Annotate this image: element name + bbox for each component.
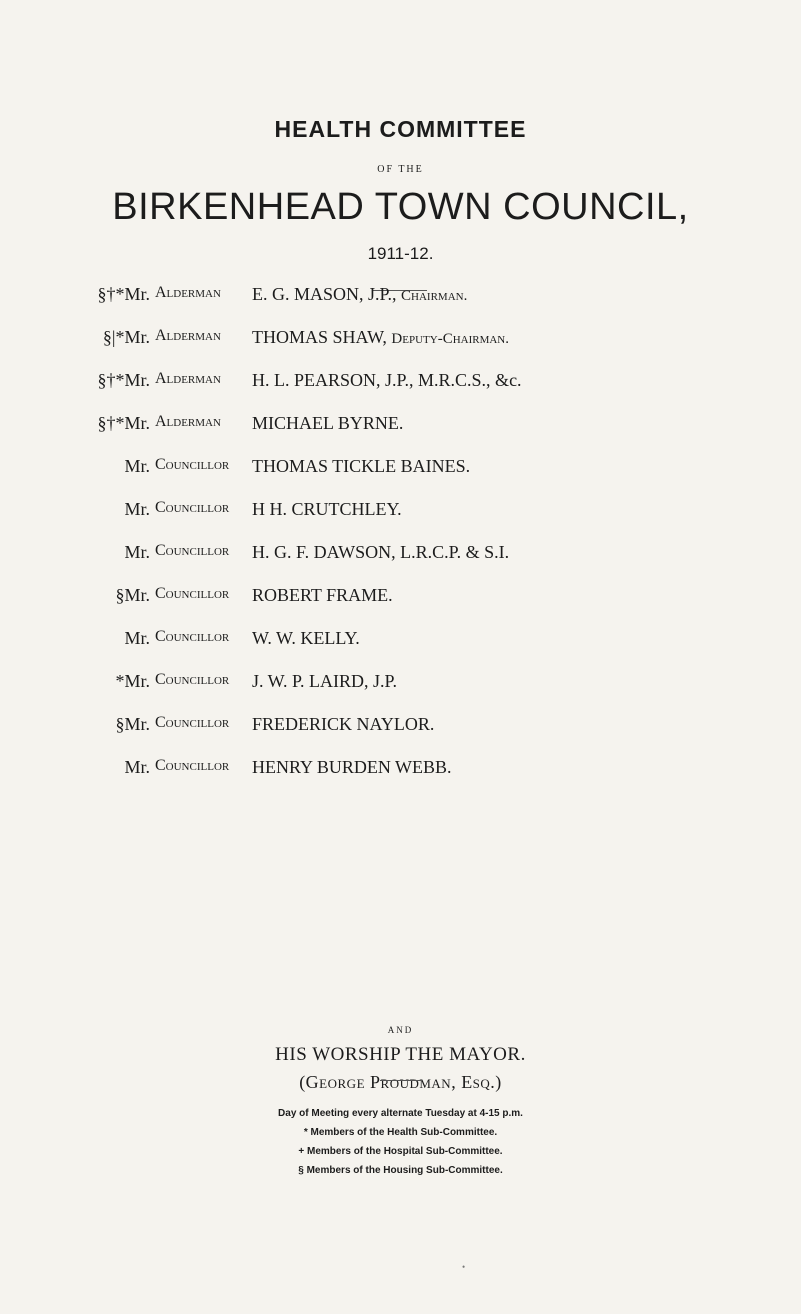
member-title: §†*Mr. (97, 413, 150, 433)
mayor-name: (George Proudman, Esq.) (299, 1072, 502, 1092)
member-name: ROBERT FRAME. (252, 585, 393, 605)
member-name: MICHAEL BYRNE. (252, 413, 404, 433)
member-rank: Councillor (155, 499, 230, 516)
member-rank: Alderman (155, 370, 221, 387)
print-mark: • (462, 1262, 466, 1272)
member-name: H. L. PEARSON, J.P., M.R.C.S., &c. (252, 370, 522, 390)
of-the-label: OF THE (377, 164, 424, 175)
member-rank: Alderman (155, 327, 221, 344)
footnote-housing: § Members of the Housing Sub-Committee. (298, 1165, 503, 1176)
member-rank: Alderman (155, 413, 221, 430)
member-rank: Councillor (155, 542, 230, 559)
member-rank: Alderman (155, 284, 221, 301)
member-row (0, 413, 801, 439)
meeting-note: Day of Meeting every alternate Tuesday at 4-15 p.m. (278, 1108, 523, 1119)
member-row (0, 499, 801, 525)
member-row (0, 327, 801, 353)
member-row (0, 671, 801, 697)
footnote-hospital: + Members of the Hospital Sub-Committee. (298, 1146, 503, 1157)
member-title: §Mr. (115, 585, 150, 605)
member-rank: Councillor (155, 757, 230, 774)
member-name: E. G. MASON, J.P., Chairman. (252, 284, 468, 304)
member-row (0, 370, 801, 396)
mayor-line: HIS WORSHIP THE MAYOR. (275, 1044, 526, 1065)
member-rank: Councillor (155, 585, 230, 602)
member-title: *Mr. (115, 671, 150, 691)
member-rank: Councillor (155, 628, 230, 645)
member-row (0, 714, 801, 740)
member-name: FREDERICK NAYLOR. (252, 714, 435, 734)
member-title: Mr. (124, 542, 150, 562)
member-row (0, 628, 801, 654)
member-name: HENRY BURDEN WEBB. (252, 757, 452, 777)
member-rank: Councillor (155, 456, 230, 473)
and-label: AND (387, 1025, 414, 1035)
member-rank: Councillor (155, 671, 230, 688)
member-name: W. W. KELLY. (252, 628, 360, 648)
member-title: Mr. (124, 456, 150, 476)
member-rank: Councillor (155, 714, 230, 731)
member-title: §Mr. (115, 714, 150, 734)
member-name: H. G. F. DAWSON, L.R.C.P. & S.I. (252, 542, 510, 562)
divider-bottom (380, 1080, 422, 1081)
member-row (0, 542, 801, 568)
member-title: Mr. (124, 757, 150, 777)
member-row (0, 284, 801, 310)
member-title: §|*Mr. (102, 327, 150, 347)
member-row (0, 585, 801, 611)
member-row (0, 757, 801, 783)
footnote-health: * Members of the Health Sub-Committee. (303, 1127, 498, 1138)
member-row (0, 456, 801, 482)
member-title: Mr. (124, 499, 150, 519)
member-name: H H. CRUTCHLEY. (252, 499, 402, 519)
year-label: 1911-12. (367, 244, 434, 263)
committee-title: HEALTH COMMITTEE (274, 116, 527, 142)
member-title: §†*Mr. (97, 284, 150, 304)
member-title: §†*Mr. (97, 370, 150, 390)
council-title: BIRKENHEAD TOWN COUNCIL, (112, 186, 689, 228)
member-name: THOMAS TICKLE BAINES. (252, 456, 471, 476)
member-name: THOMAS SHAW, Deputy-Chairman. (252, 327, 510, 347)
member-name: J. W. P. LAIRD, J.P. (252, 671, 398, 691)
member-title: Mr. (124, 628, 150, 648)
